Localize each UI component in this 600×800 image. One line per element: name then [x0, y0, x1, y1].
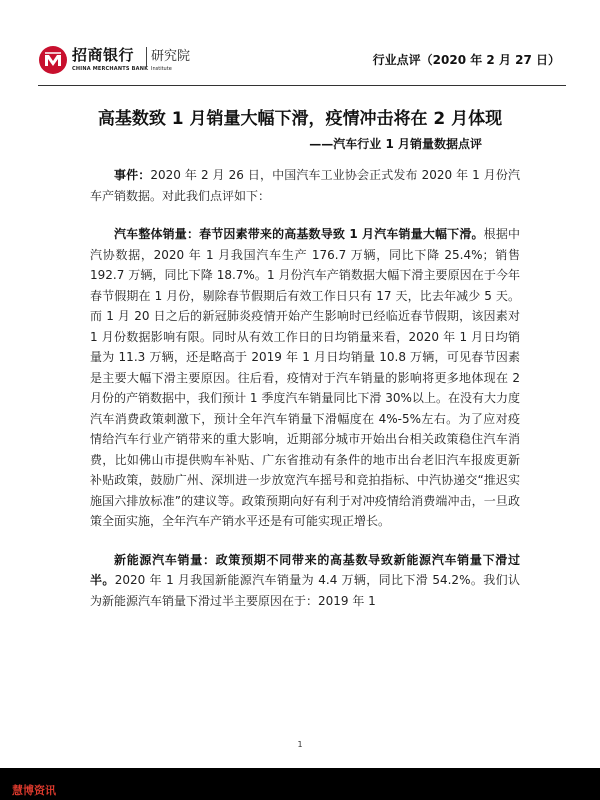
cmb-logo: [38, 44, 258, 80]
paragraph-lead: 新能源汽车销量：政策预期不同带来的高基数导致新能源汽车销量下滑过半。: [90, 552, 520, 587]
institute-name-en: Institute: [151, 66, 172, 72]
report-subtitle: ——汽车行业 1 月销量数据点评: [309, 137, 482, 151]
report-body: [90, 165, 520, 611]
report-title: 高基数致 1 月销量大幅下滑，疫情冲击将在 2 月体现: [97, 109, 503, 129]
cmb-logo-icon: [38, 45, 68, 75]
footer-brand: 慧博资讯: [12, 784, 56, 797]
logo-divider: [146, 47, 147, 67]
bank-name-en: CHINA MERCHANTS BANK: [72, 66, 149, 72]
paragraph-text: 根据中汽协数据，2020 年 1 月我国汽车生产 176.7 万辆，同比下降 25.4%；销售 192.7 万辆，同比下降 18.7%。1 月份汽车产销数据大幅下滑主要原因在于今年春节假期在 1 月份，剔除春节假期后有效工作日只有 17 天，比去年减少 5 天。而 1 月 20 日之后的新冠肺炎疫情开始产生影响时已经临近春节假期，该因素对 1 月份数据影响有限。同时从有效工作日的日均销量来看，2020 年 1 月日均销量为 11.3 万辆，还是略高于 2019 年 1 月日均销量 10.8 万辆，可见春节因素是主要大幅下滑主要原因。往后看，疫情对于汽车销量的影响将更多地体现在 2 月份的产销数据中，我们预计 1 季度汽车销量同比下滑 30%以上。在没有大力度汽车消费政策刺激下，预计全年汽车销量下滑幅度在 4%-5%左右。为了应对疫情给汽车行业产销带来的重大影响，近期部分城市开始出台相关政策稳住汽车消费，比如佛山市提供购车补贴、广东省推动有条件的地市出台老旧汽车报废更新补贴政策，鼓励广州、深圳进一步放宽汽车摇号和竞拍指标、中汽协递交“推迟实施国六排放标准”的建议等。政策预期向好有利于对冲疫情给消费端冲击，一旦政策全面实施，全年汽车产销水平还是有可能实现正增长。: [90, 227, 520, 528]
paragraph-text: 2020 年 1 月我国新能源汽车销量为 4.4 万辆，同比下滑 54.2%。我们认为新能源汽车销量下滑过半主要原因在于：2019 年 1: [90, 573, 520, 608]
header-divider: [38, 85, 566, 86]
paragraph-overall-sales: [90, 224, 520, 532]
institute-name: 研究院: [151, 49, 191, 64]
paragraph-event: [90, 165, 520, 206]
footer-bar: [0, 768, 600, 800]
paragraph-lead: 事件：: [114, 168, 151, 182]
paragraph-nev-sales: [90, 550, 520, 612]
paragraph-text: 2020 年 2 月 26 日，中国汽车工业协会正式发布 2020 年 1 月份汽车产销数据。对此我们点评如下：: [90, 168, 520, 203]
paragraph-lead: 汽车整体销量：春节因素带来的高基数导致 1 月汽车销量大幅下滑。: [114, 227, 484, 241]
report-type-date: 行业点评（2020 年 2 月 27 日）: [372, 53, 560, 67]
bank-name: 招商银行: [72, 46, 135, 64]
page-number: 1: [297, 740, 303, 749]
